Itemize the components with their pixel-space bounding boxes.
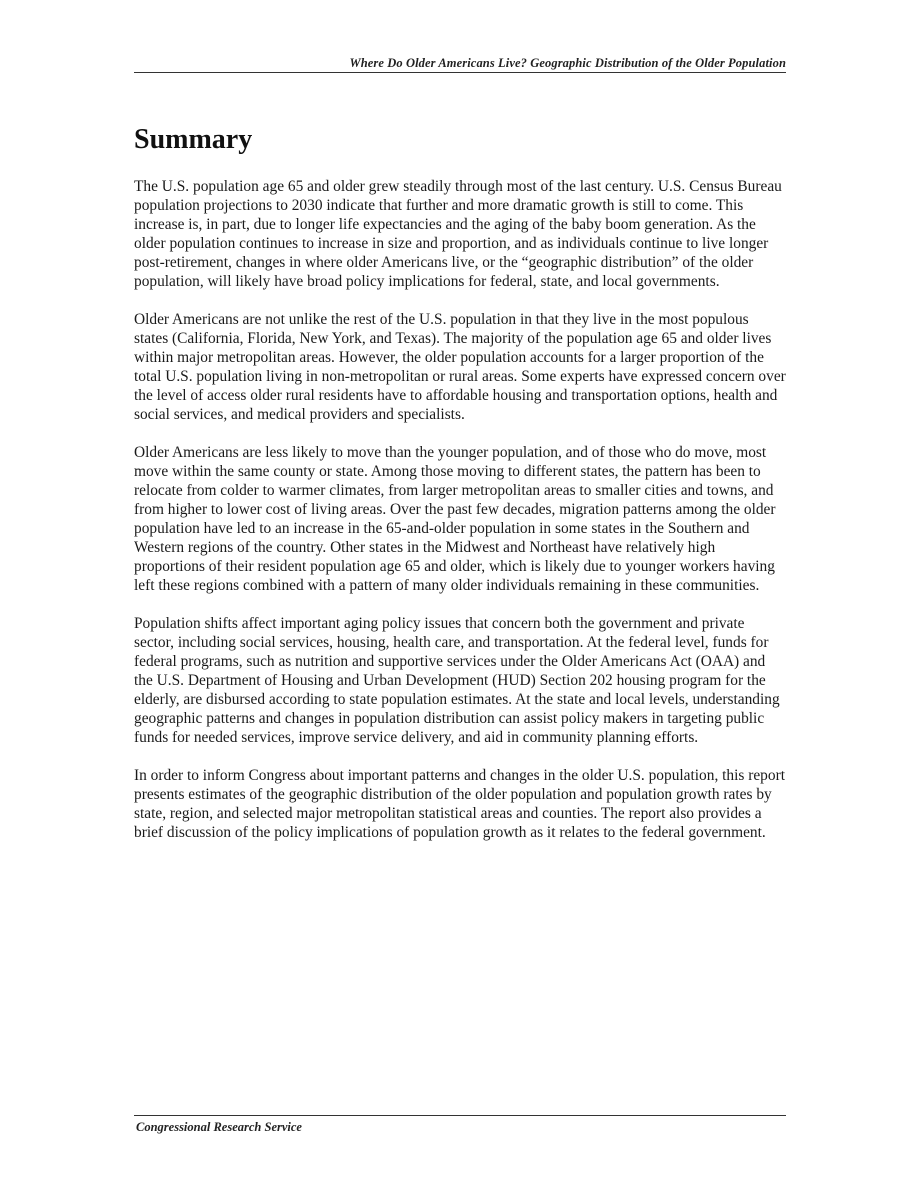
footer-divider [134, 1115, 786, 1116]
paragraph-population-growth: The U.S. population age 65 and older grew steadily through most of the last century. U.S. Census Bureau population projections to 2030 indicate that further and more dramatic growth is still to come. This increase is, in part, due to longer life expectancies and the aging of the baby boom generation. As the older population continues to increase in size and proportion, and as individuals continue to live longer post-retirement, changes in where older Americans live, or the “geographic distribution” of the older population, will likely have broad policy implications for federal, state, and local governments. [134, 178, 782, 290]
paragraph-where-they-live: Older Americans are not unlike the rest of the U.S. population in that they live in the most populous states (California, Florida, New York, and Texas). The majority of the population age 65 and older lives within major metropolitan areas. However, the older population accounts for a larger proportion of the total U.S. population living in non-metropolitan or rural areas. Some experts have expressed concern over the level of access older rural residents have to affordable housing and transportation options, health and social services, and medical providers and specialists. [134, 311, 786, 423]
running-header: Where Do Older Americans Live? Geographic Distribution of the Older Population [349, 56, 786, 70]
paragraph-policy-issues: Population shifts affect important aging policy issues that concern both the government and private sector, including social services, housing, health care, and transportation. At the federal level, funds for federal programs, such as nutrition and supportive services under the Older Americans Act (OAA) and the U.S. Department of Housing and Urban Development (HUD) Section 202 housing program for the elderly, are disbursed according to state population estimates. At the state and local levels, understanding geographic patterns and changes in population distribution can assist policy makers in targeting public funds for needed services, improve service delivery, and aid in community planning efforts. [134, 615, 780, 746]
paragraph-report-scope: In order to inform Congress about important patterns and changes in the older U.S. population, this report presents estimates of the geographic distribution of the older population and population growth rates by state, region, and selected major metropolitan statistical areas and counties. The report also provides a brief discussion of the policy implications of population growth as it relates to the federal government. [134, 767, 785, 841]
header-divider [134, 72, 786, 73]
paragraph-migration: Older Americans are less likely to move than the younger population, and of those who do move, most move within the same county or state. Among those moving to different states, the pattern has been to relocate from colder to warmer climates, from larger metropolitan areas to smaller cities and towns, and from higher to lower cost of living areas. Over the past few decades, migration patterns among the older population have led to an increase in the 65-and-older population in some states in the Southern and Western regions of the country. Other states in the Midwest and Northeast have relatively high proportions of their resident population age 65 and older, which is likely due to younger workers having left these regions combined with a pattern of many older individuals remaining in these communities. [134, 444, 776, 594]
summary-body [134, 177, 786, 861]
page-title: Summary [134, 124, 253, 155]
running-footer: Congressional Research Service [136, 1120, 302, 1134]
